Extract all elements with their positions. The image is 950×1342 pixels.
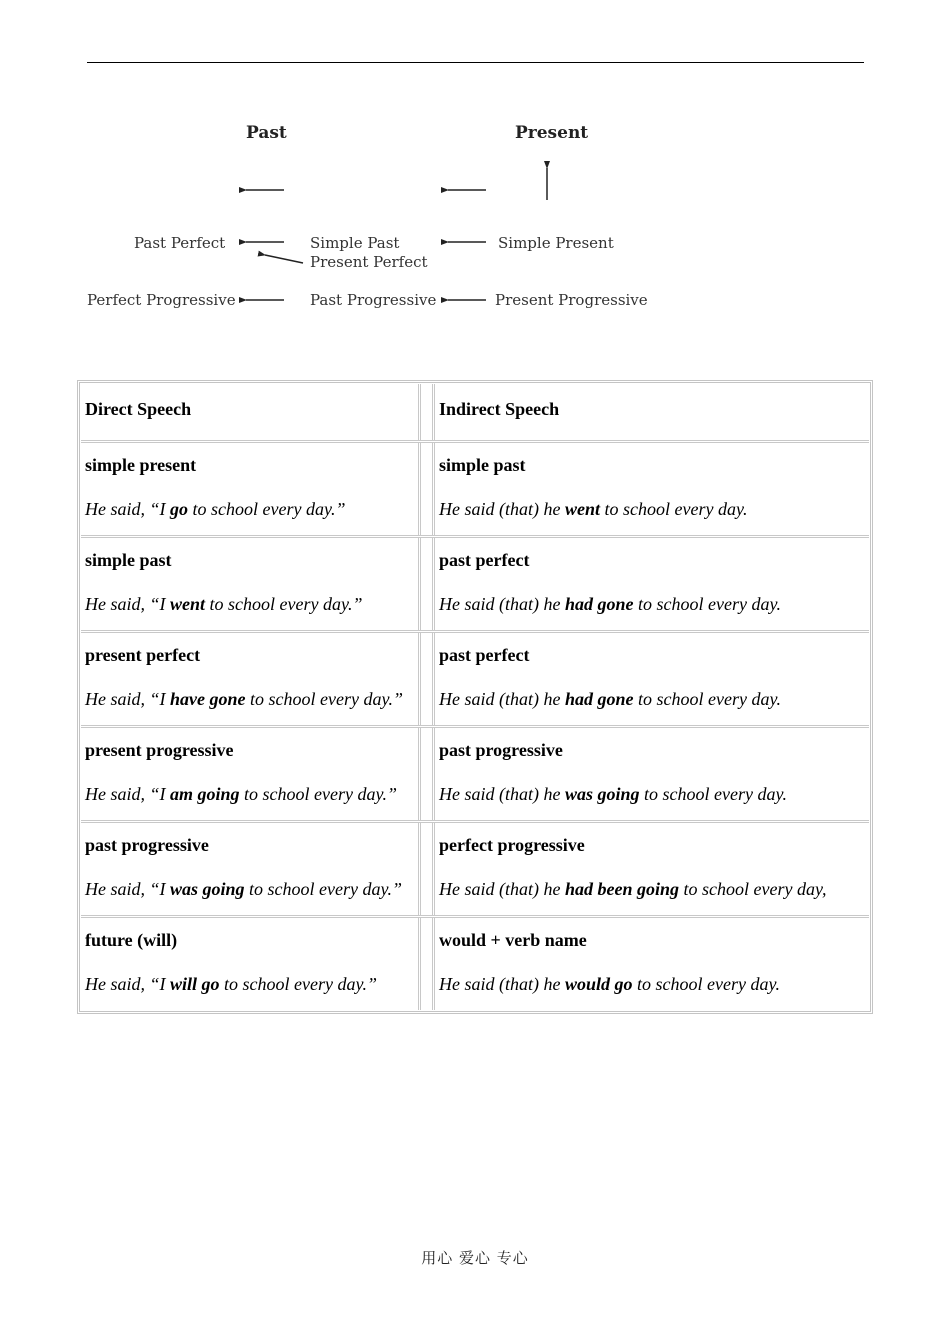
indirect-speech-cell <box>435 538 869 630</box>
direct-speech-cell <box>81 823 421 915</box>
indirect-speech-cell <box>435 443 869 535</box>
indirect-tense-name: perfect progressive <box>439 835 585 855</box>
direct-example: He said, “I am going to school every day.” <box>85 784 397 804</box>
direct-tense-name: future (will) <box>85 930 178 950</box>
indirect-example: He said (that) he would go to school every day. <box>439 974 780 994</box>
indirect-example: He said (that) he had gone to school every day. <box>439 594 781 614</box>
direct-example: He said, “I have gone to school every day.” <box>85 689 403 709</box>
table-row <box>81 728 869 823</box>
direct-tense-name: simple present <box>85 455 197 475</box>
indirect-verb: would go <box>564 974 633 994</box>
indirect-speech-cell <box>435 823 869 915</box>
direct-speech-cell <box>81 633 421 725</box>
direct-example: He said, “I went to school every day.” <box>85 594 363 614</box>
indirect-tense-name: past perfect <box>439 550 530 570</box>
arrow-present-perfect-to-past-perfect <box>265 255 303 263</box>
indirect-speech-cell <box>435 633 869 725</box>
diagram-arrows <box>0 0 950 340</box>
indirect-example: He said (that) he had gone to school every day. <box>439 689 781 709</box>
indirect-verb: had gone <box>564 689 634 709</box>
direct-tense-name: present perfect <box>85 645 201 665</box>
indirect-verb: was going <box>564 784 640 804</box>
table-row <box>81 443 869 538</box>
indirect-speech-cell <box>435 918 869 1010</box>
direct-example: He said, “I will go to school every day.” <box>85 974 377 994</box>
indirect-example: He said (that) he went to school every day. <box>439 499 748 519</box>
direct-tense-name: present progressive <box>85 740 234 760</box>
label-present-perfect: Present Perfect <box>310 253 428 271</box>
label-simple-past: Simple Past <box>310 234 400 252</box>
table-row <box>81 633 869 728</box>
indirect-verb: went <box>564 499 600 519</box>
direct-example: He said, “I go to school every day.” <box>85 499 346 519</box>
table-row <box>81 538 869 633</box>
direct-verb: was going <box>170 879 245 899</box>
indirect-speech-cell <box>435 728 869 820</box>
label-past-progressive: Past Progressive <box>310 291 437 309</box>
speech-table <box>77 380 873 1014</box>
direct-tense-name: past progressive <box>85 835 209 855</box>
label-present-progressive: Present Progressive <box>495 291 648 309</box>
direct-tense-name: simple past <box>85 550 172 570</box>
indirect-verb: had gone <box>564 594 634 614</box>
indirect-tense-name: would + verb name <box>439 930 587 950</box>
indirect-verb: had been going <box>564 879 679 899</box>
table-row <box>81 918 869 1010</box>
direct-speech-cell <box>81 538 421 630</box>
direct-verb: went <box>170 594 206 614</box>
indirect-example: He said (that) he had been going to school every day, <box>439 879 827 899</box>
direct-verb: have gone <box>170 689 246 709</box>
direct-verb: will go <box>170 974 220 994</box>
header-indirect-speech: Indirect Speech <box>439 399 560 419</box>
past-heading: Past <box>246 123 287 143</box>
table-header-row <box>81 384 869 443</box>
direct-verb: am going <box>170 784 240 804</box>
indirect-example: He said (that) he was going to school every day. <box>439 784 787 804</box>
tense-shift-diagram <box>0 0 950 340</box>
direct-verb: go <box>170 499 188 519</box>
present-heading: Present <box>515 123 589 143</box>
label-simple-present: Simple Present <box>498 234 614 252</box>
direct-example: He said, “I was going to school every day.” <box>85 879 402 899</box>
header-direct-speech: Direct Speech <box>81 384 421 440</box>
indirect-tense-name: past progressive <box>439 740 563 760</box>
direct-speech-cell <box>81 443 421 535</box>
page-footer: 用心 爱心 专心 <box>421 1249 529 1267</box>
table-row <box>81 823 869 918</box>
direct-speech-cell <box>81 728 421 820</box>
indirect-tense-name: simple past <box>439 455 526 475</box>
label-past-perfect: Past Perfect <box>134 234 226 252</box>
direct-speech-cell <box>81 918 421 1010</box>
indirect-tense-name: past perfect <box>439 645 530 665</box>
label-perfect-progressive: Perfect Progressive <box>87 291 236 309</box>
